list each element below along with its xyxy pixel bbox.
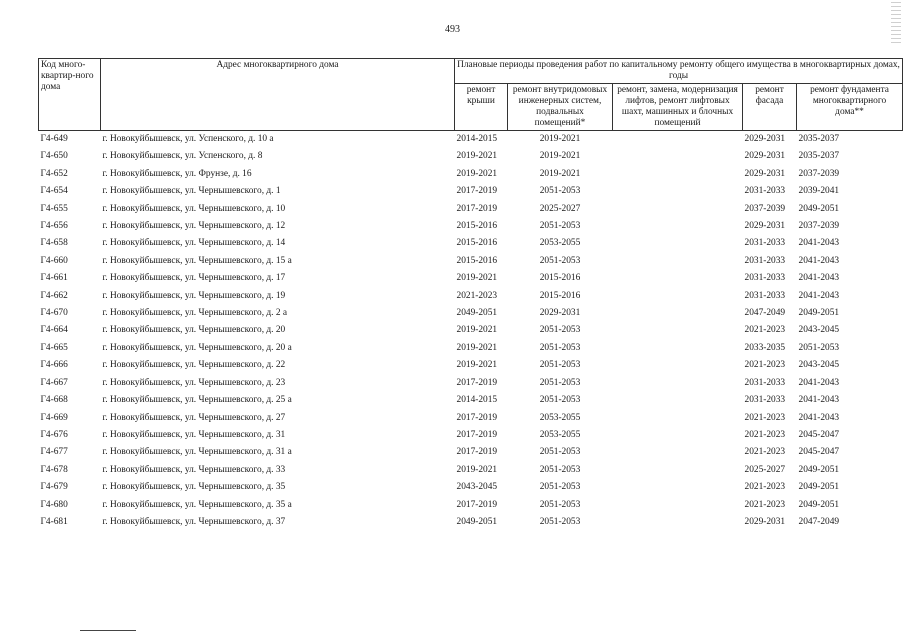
cell-elevators xyxy=(613,322,743,339)
cell-roof: 2019-2021 xyxy=(456,325,498,336)
cell-foundation: 2049-2051 xyxy=(798,482,840,493)
cell-roof: 2014-2015 xyxy=(456,134,498,144)
cell-address: г. Новокуйбышевск, ул. Чернышевского, д. 22 xyxy=(102,360,286,371)
cell-elevators xyxy=(613,357,743,374)
cell-code: Г4-670 xyxy=(40,308,68,319)
header-facade: ремонт фасада xyxy=(743,84,797,131)
table-row xyxy=(39,322,903,339)
cell-address: г. Новокуйбышевск, ул. Чернышевского, д. 20 а xyxy=(102,342,292,353)
cell-systems: 2019-2021 xyxy=(539,168,581,179)
cell-roof: 2019-2021 xyxy=(456,273,498,284)
header-code: Код много-квартир-ного дома xyxy=(39,59,101,131)
cell-foundation: 2049-2051 xyxy=(798,464,840,475)
cell-systems: 2029-2031 xyxy=(539,308,581,319)
cell-code: Г4-658 xyxy=(40,238,68,249)
cell-address: г. Новокуйбышевск, ул. Чернышевского, д. 35 а xyxy=(102,499,292,510)
cell-foundation: 2041-2043 xyxy=(798,273,840,284)
cell-address: г. Новокуйбышевск, ул. Чернышевского, д. 10 xyxy=(102,203,286,214)
table-row xyxy=(39,148,903,165)
table-body xyxy=(39,131,903,532)
table-row xyxy=(39,427,903,444)
cell-facade: 2029-2031 xyxy=(744,134,786,144)
header-address: Адрес многоквартирного дома xyxy=(101,59,455,131)
cell-elevators xyxy=(613,270,743,287)
cell-elevators xyxy=(613,201,743,218)
cell-code: Г4-652 xyxy=(40,168,68,179)
cell-address: г. Новокуйбышевск, ул. Успенского, д. 10 а xyxy=(102,134,274,144)
header-periods: Плановые периоды проведения работ по капитальному ремонту общего имущества в многоквартирных домах, годы xyxy=(455,59,903,84)
cell-systems: 2053-2055 xyxy=(539,412,581,423)
cell-foundation: 2039-2041 xyxy=(798,186,840,197)
cell-systems: 2051-2053 xyxy=(539,377,581,388)
table-row xyxy=(39,218,903,235)
cell-facade: 2031-2033 xyxy=(744,377,786,388)
cell-code: Г4-649 xyxy=(40,134,68,144)
cell-foundation: 2037-2039 xyxy=(798,221,840,232)
cell-facade: 2021-2023 xyxy=(744,412,786,423)
cell-foundation: 2045-2047 xyxy=(798,447,840,458)
cell-facade: 2037-2039 xyxy=(744,203,786,214)
cell-address: г. Новокуйбышевск, ул. Успенского, д. 8 xyxy=(102,151,263,162)
cell-code: Г4-654 xyxy=(40,186,68,197)
header-roof: ремонт крыши xyxy=(455,84,508,131)
cell-address: г. Новокуйбышевск, ул. Чернышевского, д. 33 xyxy=(102,464,286,475)
cell-elevators xyxy=(613,305,743,322)
cell-systems: 2051-2053 xyxy=(539,360,581,371)
table-row xyxy=(39,340,903,357)
cell-roof: 2017-2019 xyxy=(456,186,498,197)
cell-foundation: 2051-2053 xyxy=(798,342,840,353)
table-row xyxy=(39,131,903,149)
cell-address: г. Новокуйбышевск, ул. Чернышевского, д. 19 xyxy=(102,290,286,301)
cell-address: г. Новокуйбышевск, ул. Чернышевского, д. 12 xyxy=(102,221,286,232)
cell-address: г. Новокуйбышевск, ул. Чернышевского, д. 2 а xyxy=(102,308,288,319)
cell-code: Г4-664 xyxy=(40,325,68,336)
cell-roof: 2014-2015 xyxy=(456,395,498,406)
cell-systems: 2051-2053 xyxy=(539,255,581,266)
cell-code: Г4-676 xyxy=(40,429,68,440)
cell-foundation: 2041-2043 xyxy=(798,412,840,423)
cell-foundation: 2047-2049 xyxy=(798,516,840,527)
table-row xyxy=(39,201,903,218)
cell-code: Г4-680 xyxy=(40,499,68,510)
page-number: 493 xyxy=(445,24,460,35)
cell-foundation: 2041-2043 xyxy=(798,395,840,406)
cell-systems: 2015-2016 xyxy=(539,273,581,284)
cell-elevators xyxy=(613,375,743,392)
table-row xyxy=(39,444,903,461)
table-row xyxy=(39,253,903,270)
cell-foundation: 2049-2051 xyxy=(798,308,840,319)
cell-code: Г4-661 xyxy=(40,273,68,284)
cell-code: Г4-660 xyxy=(40,255,68,266)
cell-elevators xyxy=(613,288,743,305)
cell-code: Г4-665 xyxy=(40,342,68,353)
cell-foundation: 2049-2051 xyxy=(798,499,840,510)
cell-roof: 2017-2019 xyxy=(456,447,498,458)
cell-facade: 2021-2023 xyxy=(744,447,786,458)
cell-address: г. Новокуйбышевск, ул. Чернышевского, д. 31 а xyxy=(102,447,292,458)
cell-address: г. Новокуйбышевск, ул. Чернышевского, д. 27 xyxy=(102,412,286,423)
table-row xyxy=(39,166,903,183)
cell-systems: 2051-2053 xyxy=(539,499,581,510)
cell-roof: 2019-2021 xyxy=(456,151,498,162)
cell-code: Г4-681 xyxy=(40,516,68,527)
table-row xyxy=(39,462,903,479)
cell-facade: 2021-2023 xyxy=(744,429,786,440)
cell-facade: 2021-2023 xyxy=(744,499,786,510)
cell-systems: 2015-2016 xyxy=(539,290,581,301)
cell-systems: 2053-2055 xyxy=(539,429,581,440)
cell-elevators xyxy=(613,166,743,183)
table-row xyxy=(39,235,903,252)
cell-elevators xyxy=(613,392,743,409)
cell-foundation: 2035-2037 xyxy=(798,151,840,162)
cell-systems: 2053-2055 xyxy=(539,238,581,249)
cell-roof: 2015-2016 xyxy=(456,221,498,232)
cell-foundation: 2043-2045 xyxy=(798,325,840,336)
cell-roof: 2017-2019 xyxy=(456,377,498,388)
cell-systems: 2051-2053 xyxy=(539,447,581,458)
cell-elevators xyxy=(613,462,743,479)
cell-facade: 2029-2031 xyxy=(744,151,786,162)
cell-code: Г4-677 xyxy=(40,447,68,458)
table-row xyxy=(39,375,903,392)
cell-systems: 2019-2021 xyxy=(539,151,581,162)
cell-address: г. Новокуйбышевск, ул. Чернышевского, д. 35 xyxy=(102,482,286,493)
table-row xyxy=(39,392,903,409)
cell-elevators xyxy=(613,427,743,444)
cell-address: г. Новокуйбышевск, ул. Фрунзе, д. 16 xyxy=(102,168,252,179)
table-row xyxy=(39,357,903,374)
cell-systems: 2019-2021 xyxy=(539,134,581,144)
table-row xyxy=(39,514,903,531)
cell-facade: 2031-2033 xyxy=(744,290,786,301)
cell-address: г. Новокуйбышевск, ул. Чернышевского, д. 20 xyxy=(102,325,286,336)
cell-elevators xyxy=(613,183,743,200)
cell-code: Г4-668 xyxy=(40,395,68,406)
table-row xyxy=(39,479,903,496)
cell-address: г. Новокуйбышевск, ул. Чернышевского, д. 15 а xyxy=(102,255,292,266)
cell-elevators xyxy=(613,340,743,357)
cell-facade: 2033-2035 xyxy=(744,342,786,353)
table-header xyxy=(39,59,903,131)
cell-address: г. Новокуйбышевск, ул. Чернышевского, д. 14 xyxy=(102,238,286,249)
cell-roof: 2021-2023 xyxy=(456,290,498,301)
cell-facade: 2031-2033 xyxy=(744,186,786,197)
cell-facade: 2025-2027 xyxy=(744,464,786,475)
footnote-divider xyxy=(80,630,136,631)
cell-systems: 2051-2053 xyxy=(539,482,581,493)
cell-code: Г4-650 xyxy=(40,151,68,162)
cell-address: г. Новокуйбышевск, ул. Чернышевского, д. 23 xyxy=(102,377,286,388)
cell-roof: 2043-2045 xyxy=(456,482,498,493)
cell-facade: 2021-2023 xyxy=(744,360,786,371)
cell-facade: 2031-2033 xyxy=(744,395,786,406)
cell-facade: 2047-2049 xyxy=(744,308,786,319)
cell-code: Г4-666 xyxy=(40,360,68,371)
cell-address: г. Новокуйбышевск, ул. Чернышевского, д. 17 xyxy=(102,273,286,284)
cell-foundation: 2041-2043 xyxy=(798,290,840,301)
cell-roof: 2017-2019 xyxy=(456,412,498,423)
cell-code: Г4-669 xyxy=(40,412,68,423)
table-row xyxy=(39,270,903,287)
table-row xyxy=(39,305,903,322)
cell-elevators xyxy=(613,497,743,514)
cell-facade: 2021-2023 xyxy=(744,325,786,336)
cell-foundation: 2035-2037 xyxy=(798,134,840,144)
cell-roof: 2019-2021 xyxy=(456,360,498,371)
cell-facade: 2021-2023 xyxy=(744,482,786,493)
cell-roof: 2019-2021 xyxy=(456,464,498,475)
cell-elevators xyxy=(613,148,743,165)
table-row xyxy=(39,288,903,305)
scan-artifact xyxy=(891,2,901,46)
cell-elevators xyxy=(613,410,743,427)
cell-facade: 2029-2031 xyxy=(744,516,786,527)
cell-systems: 2025-2027 xyxy=(539,203,581,214)
cell-systems: 2051-2053 xyxy=(539,186,581,197)
header-foundation: ремонт фундамента многоквартирного дома** xyxy=(797,84,903,131)
cell-address: г. Новокуйбышевск, ул. Чернышевского, д. 37 xyxy=(102,516,286,527)
cell-foundation: 2049-2051 xyxy=(798,203,840,214)
cell-code: Г4-679 xyxy=(40,482,68,493)
cell-systems: 2051-2053 xyxy=(539,464,581,475)
cell-roof: 2017-2019 xyxy=(456,429,498,440)
cell-code: Г4-662 xyxy=(40,290,68,301)
cell-elevators xyxy=(613,218,743,235)
cell-facade: 2031-2033 xyxy=(744,273,786,284)
repair-plan-table xyxy=(38,58,903,531)
cell-elevators xyxy=(613,479,743,496)
cell-address: г. Новокуйбышевск, ул. Чернышевского, д. 1 xyxy=(102,186,281,197)
cell-code: Г4-656 xyxy=(40,221,68,232)
cell-systems: 2051-2053 xyxy=(539,342,581,353)
table-row xyxy=(39,410,903,427)
cell-elevators xyxy=(613,444,743,461)
cell-roof: 2019-2021 xyxy=(456,342,498,353)
cell-foundation: 2041-2043 xyxy=(798,238,840,249)
cell-roof: 2017-2019 xyxy=(456,203,498,214)
header-elevators: ремонт, замена, модернизация лифтов, ремонт лифтовых шахт, машинных и блочных помещений xyxy=(613,84,743,131)
cell-foundation: 2041-2043 xyxy=(798,377,840,388)
table-row xyxy=(39,497,903,514)
header-systems: ремонт внутридомовых инженерных систем, подвальных помещений* xyxy=(508,84,613,131)
cell-foundation: 2043-2045 xyxy=(798,360,840,371)
cell-address: г. Новокуйбышевск, ул. Чернышевского, д. 25 а xyxy=(102,395,292,406)
cell-roof: 2049-2051 xyxy=(456,308,498,319)
cell-roof: 2049-2051 xyxy=(456,516,498,527)
cell-code: Г4-667 xyxy=(40,377,68,388)
cell-roof: 2019-2021 xyxy=(456,168,498,179)
cell-roof: 2017-2019 xyxy=(456,499,498,510)
cell-systems: 2051-2053 xyxy=(539,395,581,406)
cell-systems: 2051-2053 xyxy=(539,516,581,527)
table-row xyxy=(39,183,903,200)
cell-facade: 2031-2033 xyxy=(744,255,786,266)
cell-roof: 2015-2016 xyxy=(456,255,498,266)
cell-address: г. Новокуйбышевск, ул. Чернышевского, д. 31 xyxy=(102,429,286,440)
cell-foundation: 2041-2043 xyxy=(798,255,840,266)
cell-systems: 2051-2053 xyxy=(539,221,581,232)
cell-roof: 2015-2016 xyxy=(456,238,498,249)
cell-systems: 2051-2053 xyxy=(539,325,581,336)
cell-elevators xyxy=(613,253,743,270)
cell-code: Г4-655 xyxy=(40,203,68,214)
cell-foundation: 2037-2039 xyxy=(798,168,840,179)
cell-elevators xyxy=(613,131,743,149)
cell-code: Г4-678 xyxy=(40,464,68,475)
cell-foundation: 2045-2047 xyxy=(798,429,840,440)
cell-elevators xyxy=(613,235,743,252)
cell-facade: 2031-2033 xyxy=(744,238,786,249)
cell-facade: 2029-2031 xyxy=(744,221,786,232)
cell-facade: 2029-2031 xyxy=(744,168,786,179)
cell-elevators xyxy=(613,514,743,531)
